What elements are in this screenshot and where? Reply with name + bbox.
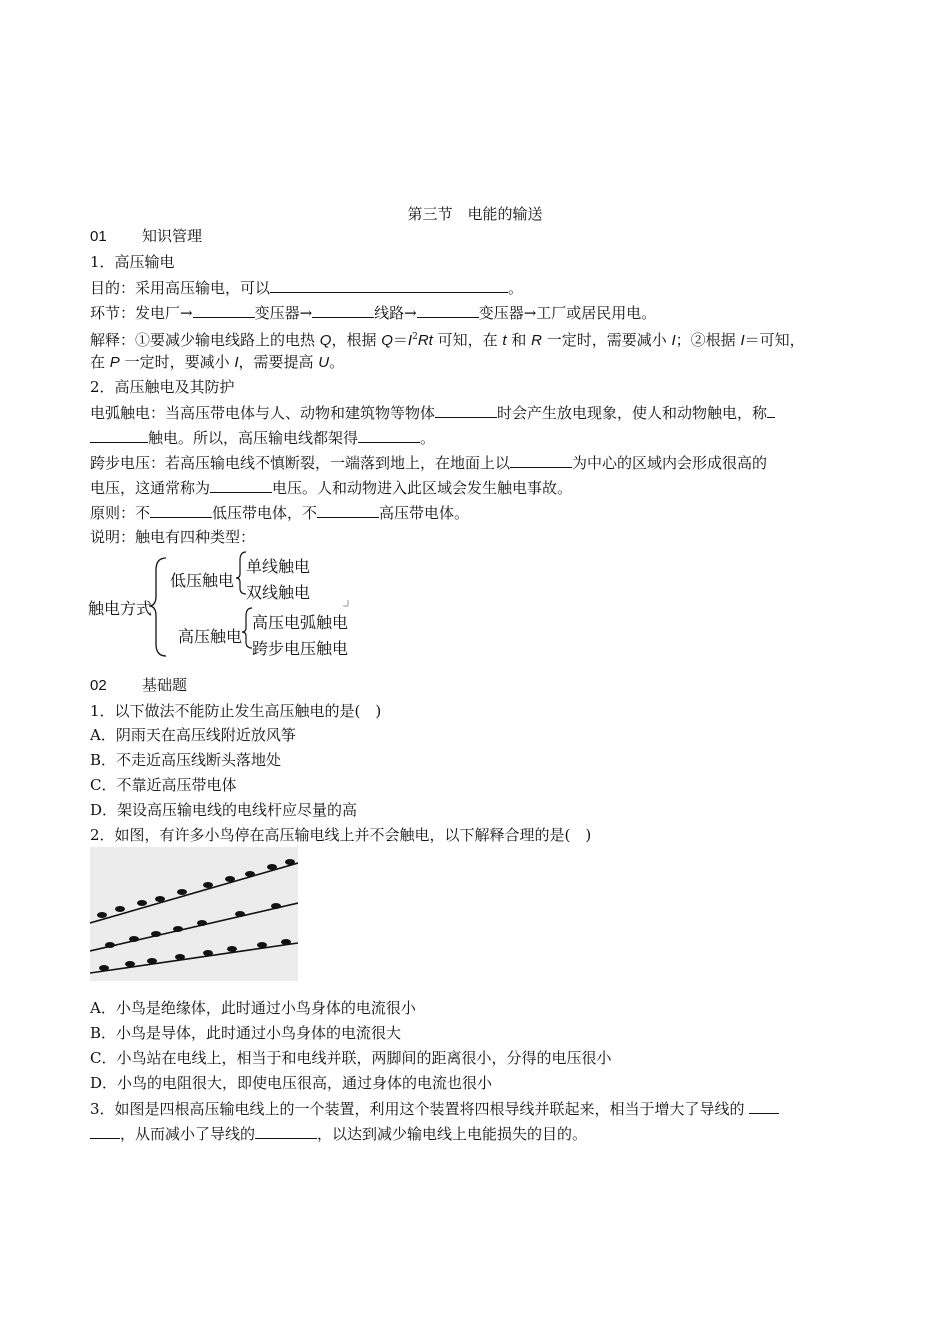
text: 可知，在 <box>432 331 503 349</box>
text: 线路→ <box>374 304 417 322</box>
text: 。 <box>508 279 524 297</box>
k2-principle <box>90 502 469 523</box>
superscript: 2 <box>412 332 418 342</box>
text: 3．如图是四根高压输电线上的一个装置，利用这个装置将四根导线并联起来，相当于增大了导线的 <box>90 1100 745 1118</box>
text: 高压带电体。 <box>379 504 470 522</box>
var: t <box>502 332 507 349</box>
diagram-high-item: 跨步电压触电 <box>252 639 349 658</box>
text: ；②根据 <box>675 331 741 349</box>
diagram-high: 高压触电 <box>178 627 243 646</box>
answer-blank <box>312 302 374 318</box>
text: 目的：采用高压输电，可以 <box>90 279 271 297</box>
section-number: 01 <box>90 228 107 245</box>
var: I <box>671 332 676 349</box>
q1-option: A．阴雨天在高压线附近放风筝 <box>90 726 296 744</box>
q2-option: A．小鸟是绝缘体，此时通过小鸟身体的电流很小 <box>90 999 416 1017</box>
text: 一定时，需要减小 <box>541 331 672 349</box>
var: U <box>318 354 330 371</box>
return-mark-icon <box>343 600 348 606</box>
var: I <box>407 332 413 349</box>
k1-steps <box>90 302 656 323</box>
k1-heading: 1．高压输电 <box>90 253 175 271</box>
birds-on-wires-image <box>90 847 298 981</box>
text: 环节：发电厂→ <box>90 304 193 322</box>
text: ，从而减小了导线的 <box>120 1125 256 1143</box>
text: 变压器→工厂或居民用电。 <box>478 304 657 322</box>
k2-note: 说明：触电有四种类型： <box>90 528 256 546</box>
answer-blank <box>90 1123 120 1139</box>
text: 一定时，要减小 <box>119 353 235 371</box>
answer-blank <box>210 477 272 493</box>
section-label: 知识管理 <box>142 228 203 245</box>
k1-purpose <box>90 277 523 298</box>
power-wires <box>90 863 298 973</box>
text: 触电。所以，高压输电线都架得 <box>148 429 359 447</box>
low-brace <box>236 552 246 594</box>
answer-blank <box>417 302 479 318</box>
answer-blank <box>150 502 212 518</box>
q2-option: D．小鸟的电阻很大，即使电压很高，通过身体的电流也很小 <box>90 1074 493 1092</box>
answer-blank <box>767 402 775 418</box>
k1-explain-1 <box>90 327 805 351</box>
answer-blank <box>358 427 420 443</box>
text: 和 <box>506 331 532 349</box>
diagram-low: 低压触电 <box>170 571 235 590</box>
text: 跨步电压：若高压输电线不慎断裂，一端落到地上，在地面上以 <box>90 454 511 472</box>
text: 电弧触电：当高压带电体与人、动物和建筑物等物体 <box>90 404 436 422</box>
text: 。 <box>420 429 436 447</box>
var: P <box>109 354 120 371</box>
k2-heading: 2．高压触电及其防护 <box>90 378 235 396</box>
answer-blank <box>270 277 508 293</box>
section-heading-knowledge <box>90 227 202 247</box>
q1-option: C．不靠近高压带电体 <box>90 776 237 794</box>
text: ＝ <box>392 331 408 349</box>
q1-stem: 1．以下做法不能防止发生高压触电的是( ) <box>90 702 382 720</box>
k2-arc-2 <box>90 427 435 448</box>
text: 时会产生放电现象，使人和动物触电，称 <box>497 404 768 422</box>
answer-blank <box>435 402 497 418</box>
k2-step-2 <box>90 477 572 498</box>
answer-blank <box>193 302 255 318</box>
diagram-low-item: 双线触电 <box>246 583 311 602</box>
text: 解释：①要减少输电线路上的电热 <box>90 331 320 349</box>
text: ＝可知， <box>744 331 805 349</box>
var: I <box>234 354 239 371</box>
answer-blank <box>255 1123 317 1139</box>
text: 。 <box>329 353 345 371</box>
var: Rt <box>417 332 433 349</box>
high-brace <box>242 608 252 648</box>
q3-line-1 <box>90 1098 779 1119</box>
diagram-high-item: 高压电弧触电 <box>252 613 349 632</box>
text: 为中心的区域内会形成很高的 <box>572 454 768 472</box>
section-number: 02 <box>90 677 107 694</box>
answer-blank <box>749 1098 779 1114</box>
q1-option: B．不走近高压线断头落地处 <box>90 751 282 769</box>
text: 低压带电体，不 <box>212 504 318 522</box>
section-heading-basic <box>90 676 187 696</box>
q2-stem: 2．如图，有许多小鸟停在高压输电线上并不会触电，以下解释合理的是( ) <box>90 826 592 844</box>
answer-blank <box>510 452 572 468</box>
var: Q <box>381 332 393 349</box>
shock-type-diagram <box>86 548 376 660</box>
text: ，根据 <box>331 331 382 349</box>
answer-blank <box>317 502 379 518</box>
k1-explain-2 <box>90 352 344 373</box>
q2-option: B．小鸟是导体，此时通过小鸟身体的电流很大 <box>90 1024 402 1042</box>
q3-line-2 <box>90 1123 587 1144</box>
k2-arc-1 <box>90 402 775 423</box>
text: 原则：不 <box>90 504 151 522</box>
q2-option: C．小鸟站在电线上，相当于和电线并联，两脚间的距离很小，分得的电压很小 <box>90 1049 612 1067</box>
var: I <box>740 332 745 349</box>
k2-step-1 <box>90 452 767 473</box>
diagram-low-item: 单线触电 <box>246 557 311 576</box>
diagram-root: 触电方式 <box>88 599 153 618</box>
var: R <box>531 332 542 349</box>
var: Q <box>319 332 332 349</box>
text: 电压。人和动物进入此区域会发生触电事故。 <box>272 479 573 497</box>
text: ，以达到减少输电线上电能损失的目的。 <box>317 1125 588 1143</box>
text: ，需要提高 <box>238 353 319 371</box>
section-label: 基础题 <box>142 677 188 694</box>
text: 电压，这通常称为 <box>90 479 211 497</box>
answer-blank <box>90 427 148 443</box>
text: 变压器→ <box>254 304 313 322</box>
q1-option: D．架设高压输电线的电线杆应尽量的高 <box>90 801 358 819</box>
text: 在 <box>90 353 110 371</box>
bird-silhouettes <box>97 859 295 971</box>
page-title: 第三节 电能的输送 <box>407 205 543 223</box>
birds-illustration <box>90 847 298 981</box>
